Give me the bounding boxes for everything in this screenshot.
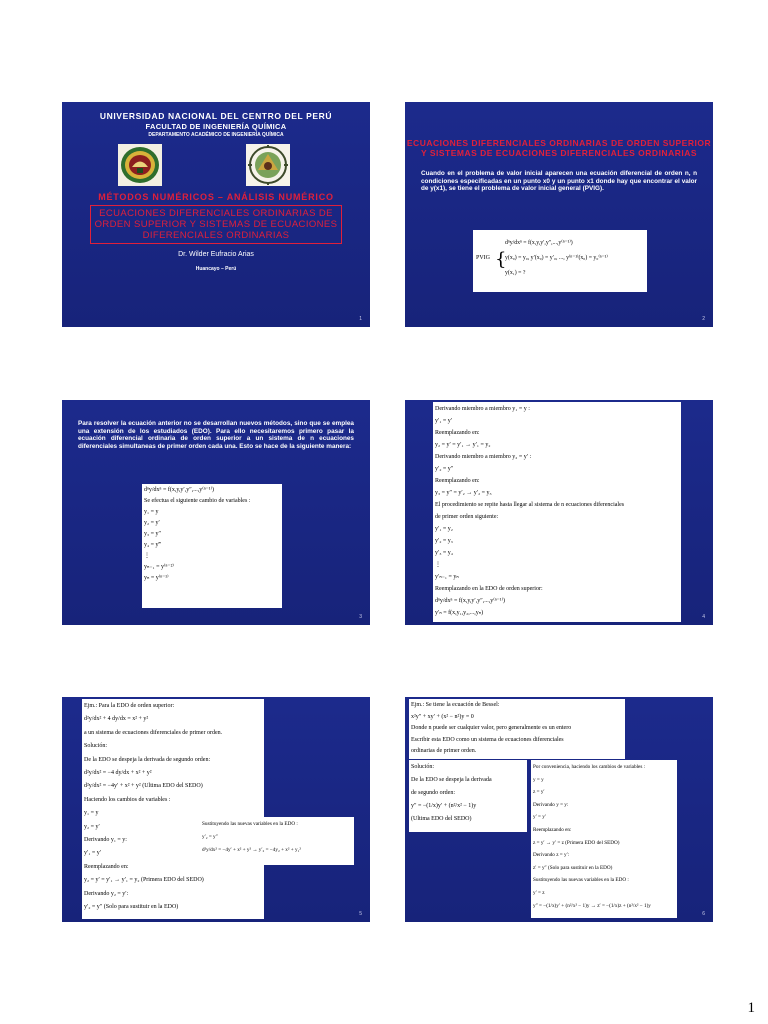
equation-line: ordinarias de primer orden. <box>411 748 477 755</box>
slide-number: 2 <box>702 316 705 322</box>
equation-line: y′ₙ₋₁ = yₙ <box>435 574 459 580</box>
formula-line: dⁿy/dxⁿ = f(x,y,y′,y″,...,y⁽ⁿ⁻¹⁾) <box>505 240 573 246</box>
faculty-name: FACULTAD DE INGENIERÍA QUÍMICA <box>145 122 287 131</box>
slide-4 <box>405 400 713 625</box>
bessel-system-box <box>531 760 677 918</box>
bessel-intro-box <box>409 699 625 759</box>
equation-line: dⁿy/dxⁿ = f(x,y,y′,y″,...,y⁽ⁿ⁻¹⁾) <box>435 598 506 604</box>
slide-2 <box>405 102 713 327</box>
equation-line: Derivando z = y′: <box>533 852 570 859</box>
equation-line: y″ = −(1/x)y′ + (n²/x² − 1)y → z′ = −(1/x)z + (n²/x² − 1)y <box>533 902 651 909</box>
bessel-solution-box <box>409 760 527 832</box>
presentation-title: ECUACIONES DIFERENCIALES ORDINARIAS DE ORDEN SUPERIOR Y SISTEMAS DE ECUACIONES DIFERENCIALES ORDINARIAS <box>90 205 342 244</box>
equation-line: De la EDO se despeja la derivada <box>411 777 492 783</box>
equation-line: y′₁ = y′ <box>435 418 453 424</box>
equation-line: Haciendo los cambios de variables : <box>84 796 171 803</box>
university-name: UNIVERSIDAD NACIONAL DEL CENTRO DEL PERÚ <box>99 111 333 121</box>
equation-line: El procedimiento se repite hasta llegar al sistema de n ecuaciones diferenciales <box>435 502 625 508</box>
equation-line: Reemplazando en la EDO de orden superior: <box>435 586 543 592</box>
equation-line: Escribir esta EDO como un sistema de ecuaciones diferenciales <box>411 736 564 743</box>
slide-1 <box>62 102 370 327</box>
slide-number: 1 <box>359 316 362 322</box>
equation-line: Sustituyendo las nuevas variables en la EDO : <box>202 821 298 827</box>
equation-line: Derivando miembro a miembro y₂ = y′ : <box>435 454 532 460</box>
place-label: Huancayo – Perú <box>195 266 237 272</box>
formula-brace: { <box>495 249 507 270</box>
slide-number: 3 <box>359 614 362 620</box>
equation-line: z = y′ <box>533 789 545 796</box>
equation-line: y₃ = y″ = y′₂ → y′₂ = y₃ <box>435 490 492 496</box>
equation-line: Derivando y₁ = y: <box>84 837 127 844</box>
equation-line: d²y/dx² = −4y′ + x² + y² (Ultima EDO del SEDO) <box>84 783 203 790</box>
example-box <box>82 699 264 919</box>
equation-line: y′ = y′ <box>533 814 546 821</box>
slide-number: 4 <box>702 614 705 620</box>
formula-line: y(x₀) = y₀, y′(x₀) = y′₀, ..., y⁽ⁿ⁻¹⁾(x₀) = y₀⁽ⁿ⁻¹⁾ <box>505 255 608 261</box>
equation-line: y₁ = y <box>144 509 159 515</box>
equation-line: Reemplazando en: <box>84 863 129 870</box>
equation-line: Derivando y = y: <box>533 801 569 808</box>
substitution-box <box>200 817 354 865</box>
derivation-box <box>433 402 681 622</box>
formula-line: y(x₁) = ? <box>505 270 526 276</box>
slide-paragraph: Para resolver la ecuación anterior no se desarrollan nuevos métodos, sino que se emplea una extensión de los estudiados (EDO). Para ello necesitaremos primero pasar la ecuación diferencial ordinaria de orden superior a un sistema de n ecuaciones diferenciales simultaneas de primer orden cada una. Esto se hace de la siguiente manera: <box>78 420 354 450</box>
slide-paragraph: Cuando en el problema de valor inicial aparecen una ecuación diferencial de orden n, n condiciones especificadas en un punto x0 y un punto x1 donde hay que encontrar el valor de y(x1), se tiene el problema de valor inicial general (PVIG). <box>421 170 697 192</box>
department-name: DEPARTAMENTO ACADÉMICO DE INGENIERÍA QUÍMICA <box>148 132 284 138</box>
equation-line: y′₂ = y₃ <box>435 538 453 544</box>
equation-line: de segundo orden: <box>411 790 455 796</box>
slide-6 <box>405 697 713 922</box>
equation-line: Solución: <box>411 764 435 770</box>
equation-line: y₄ = y‴ <box>144 542 161 548</box>
university-seal-logo <box>118 144 162 186</box>
equation-line: Sustituyendo las nuevas variables en la EDO : <box>533 877 629 884</box>
equation-line: y′₂ = y″ (Solo para sustituir en la EDO) <box>84 904 179 911</box>
equation-line: Por conveniencia, haciendo los cambios de variables : <box>533 764 646 770</box>
equation-line: x²y″ + xy′ + (x² − n²)y = 0 <box>411 713 474 720</box>
equation-line: y′₁ = y′ <box>84 850 102 857</box>
equation-line: y′₂ = y″ <box>435 466 454 472</box>
page-number: 1 <box>747 1000 755 1016</box>
equation-line: Reemplazando en: <box>533 826 572 833</box>
equation-line: d²y/dx² = −4y′ + x² + y² → y′₂ = −4y₂ + x² + y₁² <box>202 847 301 853</box>
equation-line: de primer orden siguiente: <box>435 514 499 520</box>
equation-line: d²y/dx² = −4 dy/dx + x² + y² <box>84 770 152 777</box>
equation-line: Derivando y₂ = y′: <box>84 890 129 897</box>
equation-line: Reemplazando en: <box>435 478 480 484</box>
equation-line: yₙ = y⁽ⁿ⁻¹⁾ <box>144 575 169 581</box>
slide-title: ECUACIONES DIFERENCIALES ORDINARIAS DE ORDEN SUPERIOR Y SISTEMAS DE ECUACIONES DIFERENCIALES ORDINARIAS <box>406 138 712 158</box>
slide-number: 6 <box>702 911 705 917</box>
pvig-formula-box <box>473 230 647 292</box>
slide-5 <box>62 697 370 922</box>
equation-line: y₂ = y′ <box>144 520 160 526</box>
equation-line: d²y/dx² + 4 dy/dx = x² + y² <box>84 716 149 723</box>
equation-line: ⋮ <box>144 553 150 559</box>
equation-line: dⁿy/dxⁿ = f(x,y,y′,y″,...,y⁽ⁿ⁻¹⁾) <box>144 487 215 493</box>
equation-line: y′ₙ = f(x,y₁,y₂,...,yₙ) <box>435 610 484 616</box>
equation-line: y′₂ = y″ <box>202 834 218 840</box>
equation-line: z = y′ → y′ = z (Primera EDO del SEDO) <box>533 839 620 846</box>
faculty-seal-logo <box>246 144 290 186</box>
logo-row <box>62 144 370 192</box>
equation-line: (Ultima EDO del SEDO) <box>411 816 472 822</box>
author-name: Dr. Wilder Eufracio Arias <box>178 251 254 258</box>
equation-line: De la EDO se despeja la derivada de segundo orden: <box>84 756 211 763</box>
slide-3 <box>62 400 370 625</box>
equation-line: y = y <box>533 776 544 783</box>
equation-line: ⋮ <box>435 562 441 568</box>
equation-line: y″ = −(1/x)y′ + (n²/x² − 1)y <box>411 803 477 809</box>
slide-number: 5 <box>359 911 362 917</box>
equation-line: y₂ = y′ <box>84 823 100 830</box>
equation-line: y₂ = y′ = y′₁ → y′₁ = y₂ (Primera EDO del SEDO) <box>84 877 204 884</box>
equation-line: a un sistema de ecuaciones diferenciales de primer orden. <box>84 729 223 736</box>
equation-line: Ejm.: Para la EDO de orden superior: <box>84 703 175 709</box>
equation-line: Derivando miembro a miembro y₁ = y : <box>435 406 530 412</box>
equation-line: y₃ = y″ <box>144 531 161 537</box>
equation-line: Solución: <box>84 743 108 750</box>
equation-line: Se efectua el siguiente cambio de variables : <box>144 498 251 504</box>
equation-line: Ejm.: Se tiene la ecuación de Bessel: <box>411 702 500 708</box>
course-title: MÉTODOS NUMÉRICOS – ANÁLISIS NUMÉRICO <box>98 192 334 202</box>
equation-line: y₁ = y <box>84 810 99 817</box>
formula-label: PVIG <box>476 255 491 261</box>
equation-line: y′₁ = y₂ <box>435 526 453 532</box>
equation-line: y′₃ = y₄ <box>435 550 453 556</box>
equation-line: y₂ = y′ = y′₁ → y′₁ = y₂ <box>435 442 491 448</box>
equation-line: yₙ₋₁ = y⁽ⁿ⁻²⁾ <box>144 564 174 570</box>
variable-change-box <box>142 484 282 608</box>
equation-line: y′ = z <box>533 889 545 896</box>
equation-line: z′ = y″ (Solo para sustituir en la EDO) <box>533 864 613 871</box>
equation-line: Donde n puede ser cualquier valor, pero generalmente es un entero <box>411 725 572 732</box>
equation-line: Reemplazando en: <box>435 430 480 436</box>
